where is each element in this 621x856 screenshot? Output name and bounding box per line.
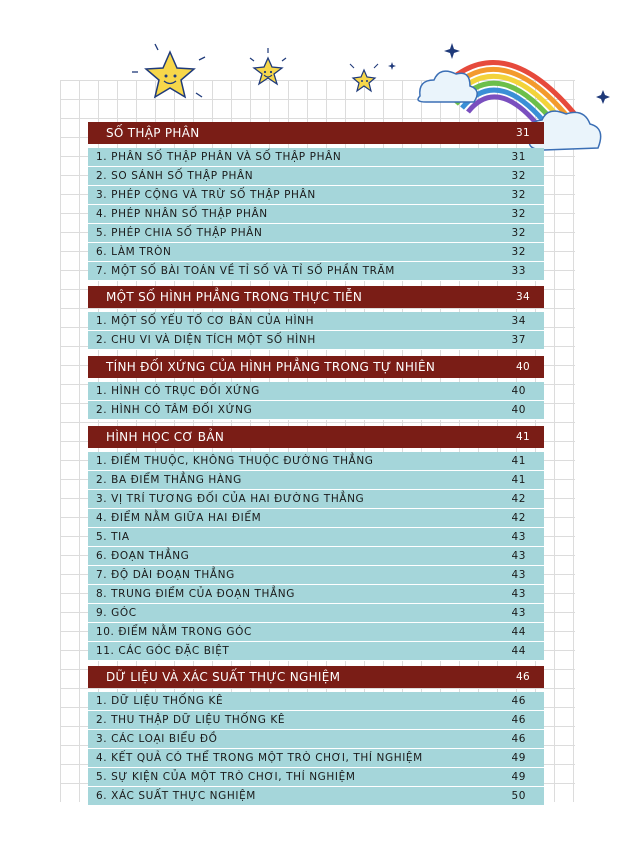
toc-item-label: 5. SỰ KIỆN CỦA MỘT TRÒ CHƠI, THÍ NGHIỆM [96, 771, 356, 783]
toc-item-page: 40 [511, 404, 526, 416]
toc-item-page: 46 [511, 695, 526, 707]
smiling-star-icon [250, 48, 286, 84]
toc-item[interactable] [88, 509, 544, 528]
section-header[interactable] [88, 666, 544, 688]
toc-item-page: 32 [511, 227, 526, 239]
toc-item[interactable] [88, 749, 544, 768]
toc-item[interactable] [88, 205, 544, 224]
toc-item-label: 6. ĐOẠN THẲNG [96, 550, 190, 562]
toc-item[interactable] [88, 730, 544, 749]
toc-item-label: 3. CÁC LOẠI BIỂU ĐỒ [96, 733, 218, 745]
smiling-star-icon [132, 44, 205, 97]
toc-section [88, 666, 544, 806]
toc-item-page: 32 [511, 208, 526, 220]
toc-item-page: 32 [511, 189, 526, 201]
toc-item-page: 43 [511, 531, 526, 543]
section-page-number: 41 [516, 431, 530, 443]
toc-item-label: 7. ĐỘ DÀI ĐOẠN THẲNG [96, 569, 235, 581]
toc-item[interactable] [88, 547, 544, 566]
toc-section [88, 286, 544, 350]
toc-item-label: 1. MỘT SỐ YẾU TỐ CƠ BẢN CỦA HÌNH [96, 315, 315, 327]
toc-item[interactable] [88, 224, 544, 243]
toc-item-label: 1. HÌNH CÓ TRỤC ĐỐI XỨNG [96, 385, 260, 397]
toc-item-label: 2. CHU VI VÀ DIỆN TÍCH MỘT SỐ HÌNH [96, 334, 316, 346]
toc-item-page: 37 [511, 334, 526, 346]
toc-item-page: 34 [511, 315, 526, 327]
toc-item-page: 33 [511, 265, 526, 277]
section-header[interactable] [88, 426, 544, 448]
toc-item-label: 1. PHÂN SỐ THẬP PHÂN VÀ SỐ THẬP PHÂN [96, 151, 342, 163]
toc-item[interactable] [88, 312, 544, 331]
toc-item[interactable] [88, 243, 544, 262]
section-page-number: 34 [516, 291, 530, 303]
section-title: TÍNH ĐỐI XỨNG CỦA HÌNH PHẲNG TRONG TỰ NHIÊN [106, 360, 436, 374]
section-header[interactable] [88, 356, 544, 378]
toc-item[interactable] [88, 148, 544, 167]
toc-item-label: 4. ĐIỂM NẰM GIỮA HAI ĐIỂM [96, 512, 262, 524]
toc-item-label: 3. PHÉP CỘNG VÀ TRỪ SỐ THẬP PHÂN [96, 189, 316, 201]
toc-item-page: 43 [511, 607, 526, 619]
section-page-number: 31 [516, 127, 530, 139]
toc-item-label: 10. ĐIỂM NẰM TRONG GÓC [96, 626, 252, 638]
toc-item-label: 11. CÁC GÓC ĐẶC BIỆT [96, 645, 230, 657]
toc-section [88, 122, 544, 281]
toc-item-page: 31 [511, 151, 526, 163]
toc-item-page: 43 [511, 569, 526, 581]
toc-item-page: 40 [511, 385, 526, 397]
toc-item[interactable] [88, 623, 544, 642]
toc-item-label: 2. SO SÁNH SỐ THẬP PHÂN [96, 170, 254, 182]
toc-item[interactable] [88, 787, 544, 806]
toc-item-label: 2. THU THẬP DỮ LIỆU THỐNG KÊ [96, 714, 286, 726]
toc-item-page: 41 [511, 474, 526, 486]
toc-item-page: 49 [511, 771, 526, 783]
toc-item[interactable] [88, 186, 544, 205]
toc-item-label: 5. PHÉP CHIA SỐ THẬP PHÂN [96, 227, 263, 239]
toc-item-label: 1. ĐIỂM THUỘC, KHÔNG THUỘC ĐƯỜNG THẲNG [96, 455, 374, 467]
toc-item-page: 44 [511, 645, 526, 657]
toc-item[interactable] [88, 585, 544, 604]
toc-item-label: 1. DỮ LIỆU THỐNG KÊ [96, 695, 224, 707]
smiling-star-icon [350, 64, 378, 91]
toc-item-page: 42 [511, 493, 526, 505]
toc-item-page: 42 [511, 512, 526, 524]
toc-item[interactable] [88, 604, 544, 623]
toc-item-page: 44 [511, 626, 526, 638]
toc-item-label: 6. XÁC SUẤT THỰC NGHIỆM [96, 790, 256, 802]
toc-item[interactable] [88, 566, 544, 585]
toc-item-page: 41 [511, 455, 526, 467]
toc-item[interactable] [88, 490, 544, 509]
toc-item[interactable] [88, 528, 544, 547]
section-page-number: 40 [516, 361, 530, 373]
toc-item-label: 7. MỘT SỐ BÀI TOÁN VỀ TỈ SỐ VÀ TỈ SỐ PHẦN TRĂM [96, 265, 395, 277]
toc-item-page: 46 [511, 714, 526, 726]
toc-item[interactable] [88, 642, 544, 661]
toc-item-page: 46 [511, 733, 526, 745]
toc-item-page: 32 [511, 170, 526, 182]
section-header[interactable] [88, 122, 544, 144]
toc-item-page: 43 [511, 550, 526, 562]
toc-item[interactable] [88, 768, 544, 787]
toc-section [88, 426, 544, 661]
toc-item-label: 8. TRUNG ĐIỂM CỦA ĐOẠN THẲNG [96, 588, 295, 600]
section-header[interactable] [88, 286, 544, 308]
toc-item[interactable] [88, 382, 544, 401]
toc-item[interactable] [88, 452, 544, 471]
toc-item[interactable] [88, 331, 544, 350]
section-title: DỮ LIỆU VÀ XÁC SUẤT THỰC NGHIỆM [106, 670, 341, 684]
toc-item-label: 4. KẾT QUẢ CÓ THỂ TRONG MỘT TRÒ CHƠI, THÍ NGHIỆM [96, 752, 423, 764]
toc-item-page: 50 [511, 790, 526, 802]
toc-item-label: 2. BA ĐIỂM THẲNG HÀNG [96, 474, 242, 486]
toc-item-label: 2. HÌNH CÓ TÂM ĐỐI XỨNG [96, 404, 253, 416]
toc-item[interactable] [88, 711, 544, 730]
toc-section [88, 356, 544, 420]
toc-item-page: 32 [511, 246, 526, 258]
toc-item[interactable] [88, 167, 544, 186]
toc-item-label: 4. PHÉP NHÂN SỐ THẬP PHÂN [96, 208, 268, 220]
section-title: MỘT SỐ HÌNH PHẲNG TRONG THỰC TIỄN [106, 290, 363, 304]
toc-item[interactable] [88, 471, 544, 490]
toc-item-label: 6. LÀM TRÒN [96, 246, 172, 258]
section-page-number: 46 [516, 671, 530, 683]
toc-item[interactable] [88, 401, 544, 420]
toc-item-label: 9. GÓC [96, 607, 137, 619]
toc-item-page: 43 [511, 588, 526, 600]
section-title: SỐ THẬP PHÂN [106, 126, 200, 140]
toc-item-page: 49 [511, 752, 526, 764]
toc-item-label: 3. VỊ TRÍ TƯƠNG ĐỐI CỦA HAI ĐƯỜNG THẲNG [96, 493, 365, 505]
toc-item[interactable] [88, 692, 544, 711]
toc-item-label: 5. TIA [96, 531, 130, 543]
section-title: HÌNH HỌC CƠ BẢN [106, 430, 225, 444]
toc-item[interactable] [88, 262, 544, 281]
